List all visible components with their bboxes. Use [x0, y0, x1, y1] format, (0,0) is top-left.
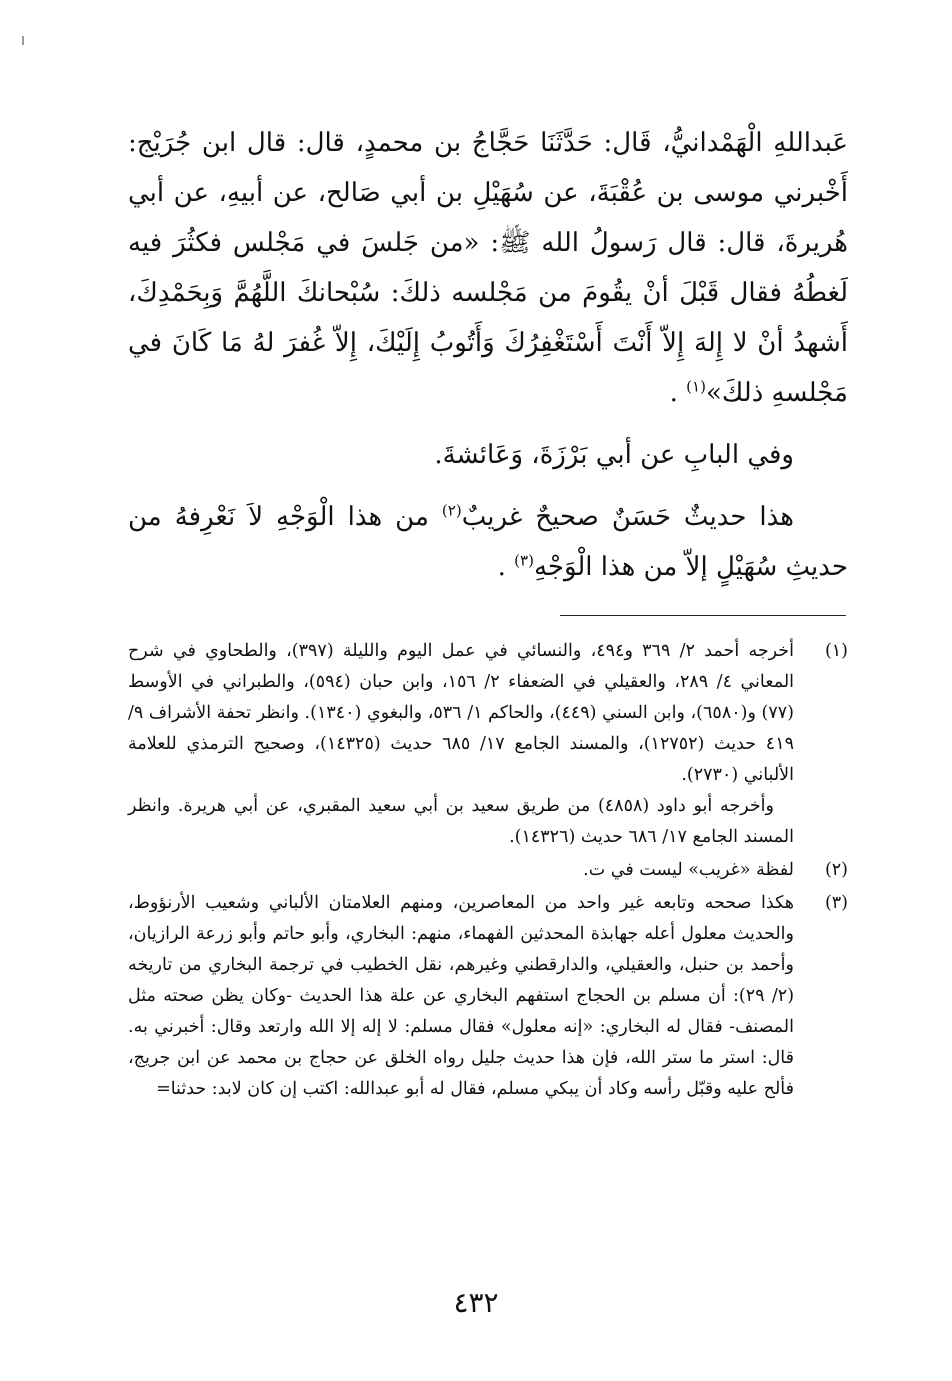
- main-paragraph-3-end: .: [497, 552, 515, 582]
- page-number: ٤٣٢: [453, 1286, 499, 1319]
- footnote-body: [128, 888, 794, 1105]
- footnote-ref-2: (٢): [441, 501, 462, 520]
- footnote-number: (٣): [824, 893, 848, 913]
- footnote-text: أخرجه أحمد ٢/ ٣٦٩ و٤٩٤، والنسائي في عمل اليوم والليلة (٣٩٧)، والطحاوي في شرح المعاني ٤/ ٢٨٩، والعقيلي في الضعفاء ٢/ ١٥٦، وابن حبان (٥٩٤)، والطبراني في الأوسط (٧٧) و(٦٥٨٠)، وابن السني (٤٤٩)، والحاكم ١/ ٥٣٦، والبغوي (١٣٤٠). وانظر تحفة الأشراف ٩/ ٤١٩ حديث (١٢٧٥٢)، والمسند الجامع ١٧/ ٦٨٥ حديث (١٤٣٢٥)، وصحيح الترمذي للعلامة الألباني (٢٧٣٠).: [128, 641, 795, 785]
- footnote-number: (٢): [824, 860, 848, 880]
- footnote-text: لفظة «غريب» ليست في ت.: [583, 860, 794, 880]
- footnote-2: [128, 855, 848, 886]
- main-paragraph-1-end: .: [669, 378, 687, 408]
- footnote-ref-3: (٣): [514, 551, 534, 570]
- main-text: [128, 118, 848, 592]
- footnote-number: (١): [824, 641, 848, 661]
- footnote-body: [128, 636, 794, 853]
- main-paragraph-1-text: عَبداللهِ الْهَمْدانيُّ، قَال: حَدَّثَنَا حَجَّاجُ بن محمدٍ، قال: قال ابن جُرَيْج: أَخْبرني موسى بن عُقْبَةَ، عن سُهَيْلِ بن أبي صَالح، عن أبيهِ، عن أبي هُريرةَ، قال: قال رَسولُ الله ﷺ: «من جَلسَ في مَجْلس فكثُرَ فيه لَغطُهُ فقال قَبْلَ أنْ يقُومَ من مَجْلسه ذلكَ: سُبْحانكَ اللَّهُمَّ وَبِحَمْدِكَ، أَشهدُ أنْ لا إِلهَ إِلاّ أَنْتَ أَسْتَغْفِرُكَ وَأَتُوبُ إِلَيْكَ، إِلاّ غُفرَ لهُ مَا كَانَ في مَجْلسهِ ذلكَ»: [128, 128, 848, 408]
- main-paragraph-hadith: [128, 118, 848, 418]
- footnote-3: [128, 888, 848, 1105]
- footnote-divider: [560, 615, 846, 616]
- footnote-text: هكذا صححه وتابعه غير واحد من المعاصرين، ومنهم العلامتان الألباني وشعيب الأرنؤوط، والحديث معلول أعله جهابذة المحدثين الفهماء، منهم: البخاري، وأبو حاتم وأبو زرعة الرازيان، وأحمد بن حنبل، والعقيلي، والدارقطني وغيرهم، نقل الخطيب في ترجمة البخاري من تاريخه (٢/ ٢٩): أن مسلم بن الحجاج استفهم البخاري عن علة هذا الحديث -وكان يظن صحته مثل المصنف- فقال له البخاري: «إنه معلول» فقال مسلم: لا إله إلا الله وارتعد وقال: أخبرني به. قال: استر ما ستر الله، فإن هذا حديث جليل رواه الخلق عن حجاج بن محمد عن ابن جريج، فألح عليه وقبّل رأسه وكاد أن يبكي مسلم، فقال له أبو عبدالله: اكتب إن كان لابد: حدثنا=: [128, 893, 795, 1099]
- main-paragraph-3-text-b: من هذا الْوَجْهِ لاَ نَعْرِفهُ من حديثِ سُهَيْلٍ إلاّ من هذا الْوَجْهِ: [128, 502, 848, 582]
- main-paragraph-grading: [128, 492, 848, 592]
- footnote-ref-1: (١): [686, 377, 706, 396]
- main-paragraph-3-text-a: هذا حديثٌ حَسَنٌ صحيحٌ غريبٌ: [461, 502, 794, 532]
- scan-corner-mark: [22, 36, 24, 45]
- main-paragraph-chapter: وفي البابِ عن أبي بَرْزَةَ، وَعَائشةَ.: [434, 440, 794, 470]
- footnote-text-continued: وأخرجه أبو داود (٤٨٥٨) من طريق سعيد بن أبي سعيد المقبري، عن أبي هريرة. وانظر المسند الجامع ١٧/ ٦٨٦ حديث (١٤٣٢٦).: [128, 796, 794, 847]
- footnote-body: [128, 855, 794, 886]
- footnote-1: [128, 636, 848, 853]
- footnotes: [128, 636, 848, 1107]
